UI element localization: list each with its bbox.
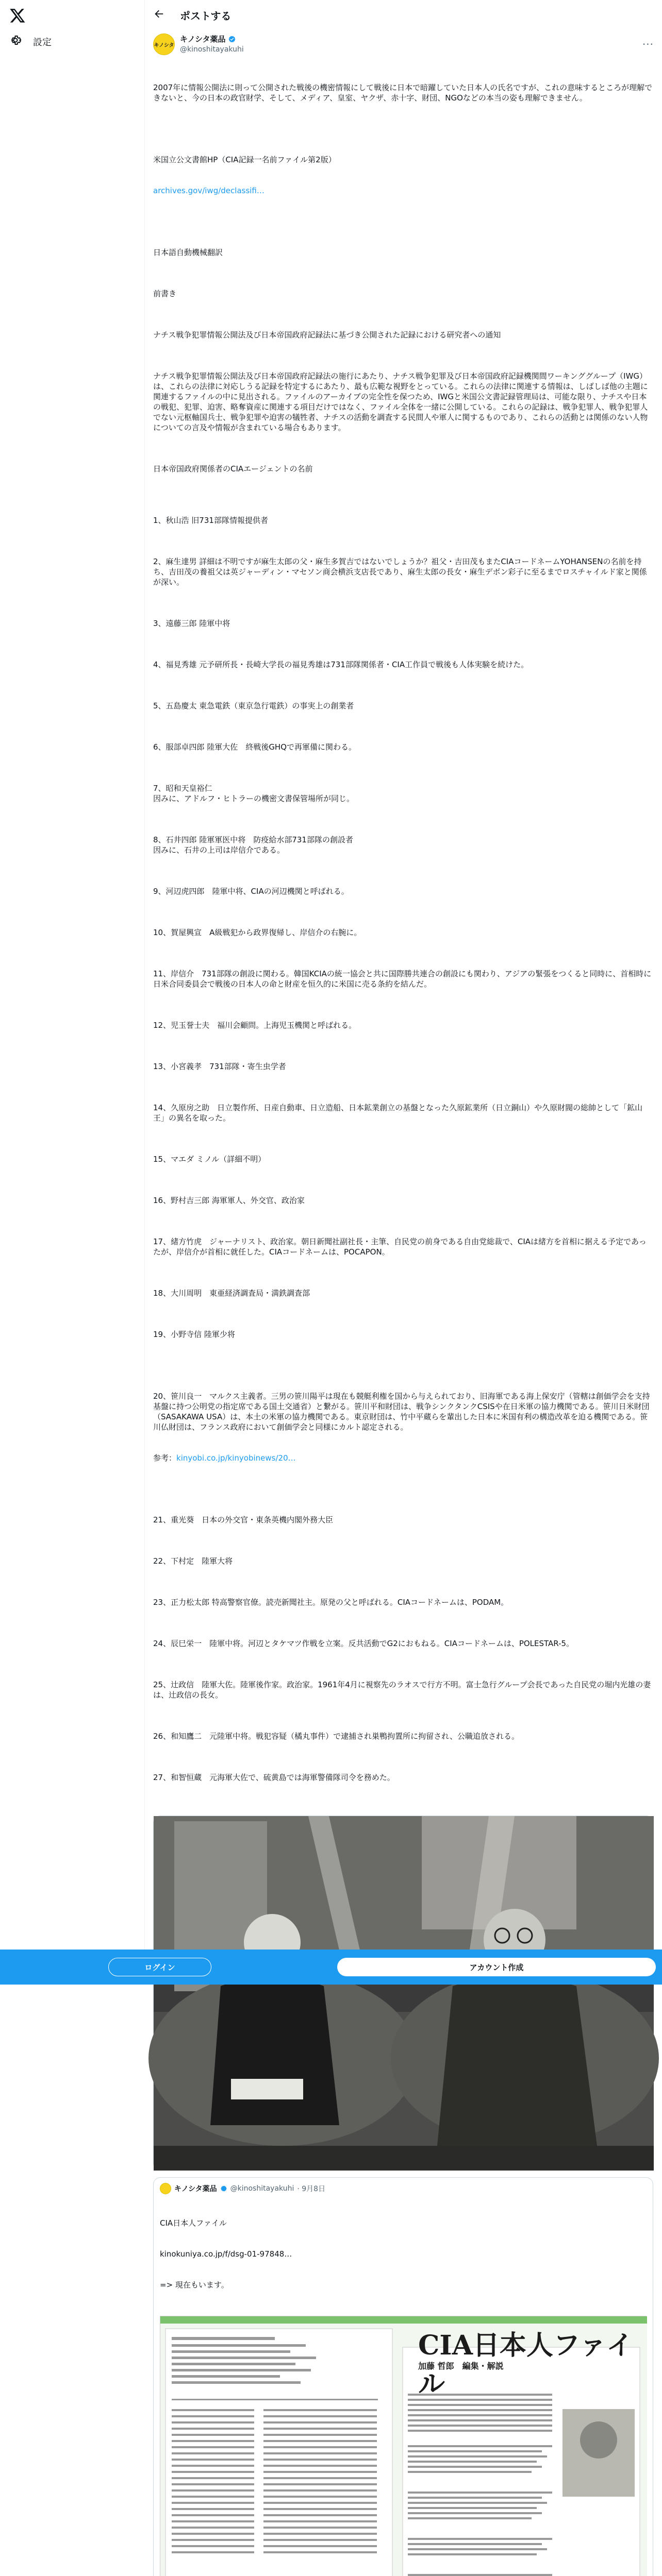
list-item: 14、久原房之助 日立製作所、日産自動車、日立造船、日本鉱業創立の基盤となった久原鉱業所（日立銅山）や久原財閥の総帥として「鉱山王」の異名を取った。 [153, 1103, 643, 1123]
list-item: 21、重光葵 日本の外交官・東条英機内閣外務大臣 [153, 1515, 334, 1524]
list-item: 20、笹川良一 マルクス主義者。三男の笹川陽平は現在も競艇利権を国から与えられており、旧海軍である海上保安庁（管轄は創価学会を支持基盤に持つ公明党の指定席である国土交通省）と繋がる。笹川平和財団は、戦争シンクタンクCSISや在日米軍の協力機関である。笹川日米財団（SASAKAWA USA）は、本土の米軍の協力機関である。東京財団は、竹中平蔵らを輩出した日本に米国有利の構造改革を迫る機関である。笹川仏財団は、フランス政府において創価学会と同様にカルト認定される。 [153, 1392, 650, 1432]
post-paragraph: 米国立公文書館HP（CIA記録一名前ファイル第2版） [153, 155, 336, 164]
list-item: 22、下村定 陸軍大将 [153, 1556, 233, 1566]
list-item: 15、マエダ ミノル（詳細不明） [153, 1155, 266, 1164]
list-item: 3、遠藤三郎 陸軍中将 [153, 619, 230, 628]
quote-author-handle: @kinoshitayakuhi [230, 2184, 294, 2193]
kinyobi-link[interactable]: kinyobi.co.jp/kinyobinews/20… [176, 1453, 296, 1463]
quote-tweet[interactable] [153, 2177, 653, 2576]
verified-badge-icon [220, 2185, 227, 2192]
back-arrow-icon[interactable] [153, 8, 164, 22]
verified-badge-icon [228, 35, 236, 43]
main-column [144, 0, 662, 2400]
signup-button[interactable]: アカウント作成 [337, 1958, 656, 1976]
quote-text: => 現在もいます。 [160, 2280, 229, 2290]
list-item: 16、野村吉三郎 海軍軍人、外交官、政治家 [153, 1196, 305, 1205]
archives-link[interactable]: archives.gov/iwg/declassifi… [153, 186, 264, 195]
settings-label: 設定 [33, 37, 52, 48]
quote-link[interactable]: kinokuniya.co.jp/f/dsg-01-97848… [160, 2249, 292, 2259]
list-item: 11、岸信介 731部隊の創設に関わる。韓国KCIAの統一協会と共に国際勝共連合の創設にも関わり、アジアの緊張をつくると同時に、首相時に日米合同委員会で戦後の日本人の命と財産を恒久的に米国に売る条約を結んだ。 [153, 969, 652, 989]
author-name[interactable]: キノシタ薬品 [180, 35, 226, 44]
list-item: 18、大川周明 東亜経済調査局・満鉄調査部 [153, 1289, 310, 1298]
list-item: 9、河辺虎四郎 陸軍中将、CIAの河辺機関と呼ばれる。 [153, 887, 349, 896]
page-header [145, 0, 662, 30]
list-item: 27、和智恒蔵 元海軍大佐で、硫黄島では海軍警備隊司令を務めた。 [153, 1773, 395, 1782]
gear-icon [9, 34, 22, 49]
quote-avatar [160, 2183, 171, 2194]
post-paragraph: 日本語自動機械翻訳 [153, 248, 223, 257]
login-button[interactable]: ログイン [108, 1958, 211, 1976]
post-paragraph: 前書き [153, 289, 177, 298]
quote-author-name: キノシタ薬品 [174, 2185, 217, 2193]
list-item: 24、辰巳栄一 陸軍中将。河辺とタケマツ作戦を立案。反共活動でG2におもねる。CIAコードネームは、POLESTAR-5。 [153, 1639, 574, 1648]
post-paragraph: 日本帝国政府関係者のCIAエージェントの名前 [153, 464, 313, 473]
ref-label: 参考： [153, 1453, 177, 1463]
list-item: 25、辻政信 陸軍大佐。陸軍後作家。政治家。1961年4月に視察先のラオスで行方不明。富士急行グループ会長であった自民党の堀内光雄の妻は、辻政信の長女。 [153, 1680, 651, 1700]
settings-link[interactable] [9, 34, 52, 49]
list-item: 1、秋山浩 旧731部隊情報提供者 [153, 516, 268, 525]
list-item: 5、五島慶太 東急電鉄（東京急行電鉄）の事実上の創業者 [153, 701, 354, 710]
post-body [145, 57, 662, 1814]
list-item: 23、正力松太郎 特高警察官僚。読売新聞社主。原発の父と呼ばれる。CIAコードネームは、PODAM。 [153, 1598, 509, 1607]
list-item: 7、昭和天皇裕仁 因みに、アドルフ・ヒトラーの機密文書保管場所が同じ。 [153, 784, 355, 803]
list-item: 17、緒方竹虎 ジャーナリスト、政治家。朝日新聞社副社長・主筆、自民党の前身である自由党総裁で、CIAは緒方を首相に据える予定であったが、岸信介が首相に就任した。CIAコードネームは、POCAPON。 [153, 1237, 647, 1257]
quote-date: · 9月8日 [297, 2185, 326, 2193]
post-paragraph: 2007年に情報公開法に則って公開された戦後の機密情報にして戦後に日本で暗躍していた日本人の氏名ですが、これの意味するところが理解できないと、今の日本の政官財学、そして、メディア、皇室、ヤクザ、赤十字、財団、NGOなどの本当の姿も理解できません。 [153, 83, 653, 103]
list-item: 19、小野寺信 陸軍少将 [153, 1330, 235, 1339]
post-author [145, 30, 662, 57]
bottom-signup-bar [0, 1950, 662, 1985]
list-item: 4、福見秀雄 元予研所長・長崎大学長の福見秀雄は731部隊関係者・CIA工作員で戦後も人体実験を続けた。 [153, 660, 529, 669]
list-item: 13、小宮義孝 731部隊・寄生虫学者 [153, 1062, 286, 1071]
list-item: 8、石井四郎 陸軍軍医中将 防疫給水部731部隊の創設者 因みに、石井の上司は岸信介である。 [153, 835, 353, 855]
list-item: 6、服部卓四郎 陸軍大佐 終戦後GHQで再軍備に関わる。 [153, 742, 357, 752]
list-item: 26、和知鷹二 元陸軍中将。戦犯容疑（橘丸事件）で逮捕され巣鴨拘置所に拘留され、公職追放される。 [153, 1732, 519, 1741]
post-paragraph: ナチス戦争犯罪情報公開法及び日本帝国政府記録法の施行にあたり、ナチス戦争犯罪及び日本帝国政府記録機関間ワーキンググループ（IWG）は、これらの法律に対応しうる記録を特定するにあたり、最も広範な視野をとっている。これらの法律に関連する情報は、しばしば他の主題に関連するファイルの中に見出される。ファイルのアーカイブの完全性を保つため、IWGと米国公文書記録管理局は、可能な限り、ナチスや日本の戦犯、犯罪、迫害、略奪資産に関連する項目だけではなく、ファイル全体を一緒に公開している。これらの記録は、戦争犯罪人、戦争犯罪人でない元枢軸国兵士、戦争犯罪や迫害の犠牲者、ナチスの活動を調査する民間人や軍人に関するものであり、これらの活動とは関係のない人物についての言及や情報が含まれている場合もあります。 [153, 371, 648, 432]
x-logo-icon[interactable] [9, 7, 26, 24]
book-editor: 加藤 哲郎 編集・解説 [418, 2361, 504, 2371]
quote-image-book-flyer[interactable] [160, 2316, 647, 2576]
avatar[interactable]: キノシタ [153, 33, 175, 55]
list-item: 12、児玉誉士夫 福川会顧問。上海児玉機関と呼ばれる。 [153, 1021, 357, 1030]
left-nav [0, 0, 144, 1985]
post-photo[interactable] [153, 1816, 653, 2170]
list-item: 10、賀屋興宣 A級戦犯から政界復帰し、岸信介の右腕に。 [153, 928, 362, 937]
more-icon[interactable]: ··· [642, 38, 654, 50]
quote-text: CIA日本人ファイル [160, 2218, 227, 2228]
page-title: ポストする [180, 9, 231, 22]
list-item: 2、麻生達男 詳細は不明ですが麻生太郎の父・麻生多賀吉ではないでしょうか？祖父・吉田茂もまたCIAコードネームYOHANSENの名前を持ち、吉田茂の養祖父は英ジャーディン・マセソン商会横浜支店長であり、麻生太郎の長女・麻生デボン彩子に至るまでロスチャイルド家と関係が深い。 [153, 557, 647, 587]
book-title: CIA日本人ファイル [418, 2330, 634, 2400]
author-handle[interactable]: @kinoshitayakuhi [180, 45, 244, 54]
post-paragraph: ナチス戦争犯罪情報公開法及び日本帝国政府記録法に基づき公開された記録における研究者への通知 [153, 330, 501, 340]
